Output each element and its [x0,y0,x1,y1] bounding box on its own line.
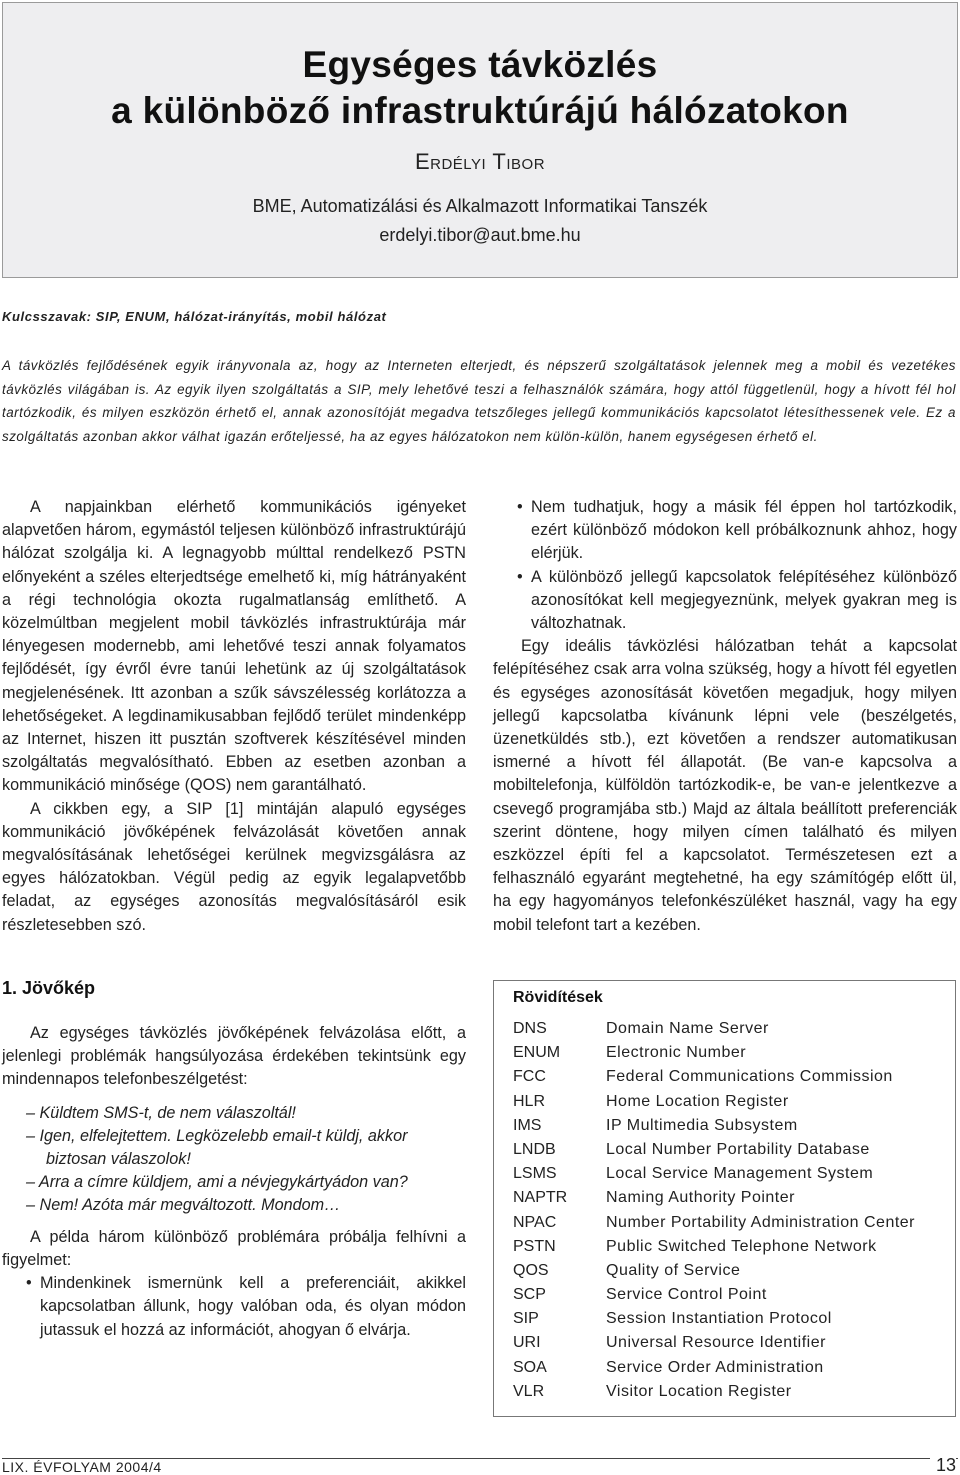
abbreviation-code: SCP [513,1286,546,1304]
section-paragraph-1: Az egységes távközlés jövőképének felvázolása előtt, a jelenlegi problémák hangsúlyozása érdekében tekintsünk egy mindennapos telefonbeszélgetést: [2,1024,466,1089]
dialogue-line: – Küldtem SMS-t, de nem válaszoltál! [26,1103,296,1122]
abbreviation-row [513,1189,953,1213]
abbreviations-box [493,980,956,1417]
abbreviation-definition: Service Order Administration [606,1358,824,1376]
bullet-text: A különböző jellegű kapcsolatok felépítéséhez különböző azonosítókat kell megjegyeznünk, melyek gyakran meg is változhatnak. [531,567,957,633]
abbreviation-code: LNDB [513,1140,556,1158]
abbreviation-definition: Home Location Register [606,1092,789,1110]
abbreviation-row [513,1262,953,1286]
abbreviation-definition: Federal Communications Commission [606,1068,893,1086]
section-paragraph-3: Egy ideális távközlési hálózatban tehát a kapcsolat felépítéséhez csak arra volna szükség, hogy a hívott fél egyetlen és egységes azonosítását követően megadjuk, hogy milyen jellegű kapcsolatba kívánunk lépni vele (beszélgetés, üzenetküldés stb.), ezt követően a rendszer automatikusan ismerné a hívott fél állapotát. (Be van-e kapcsolva a mobiltelefonja, külföldön tartózkodik-e, be van-e jelentkezve a csevegő programjába stb.) Majd az általa beállított preferenciák szerint döntene, hogy milyen címen található és milyen eszközzel építi fel a kapcsolatot. Természetesen ezt a felhasználó egyaránt megtehetné, ha egy számítógép előtt ül, ha egy hagyományos telefonkészüléket használ, vagy ha egy mobil telefont tart a kezében. [493,637,957,934]
abbreviation-definition: Local Service Management System [606,1165,874,1183]
author-affiliation: BME, Automatizálási és Alkalmazott Informatikai Tanszék [252,196,708,216]
abbreviation-row [513,1165,953,1189]
abbreviation-code: PSTN [513,1237,556,1255]
keywords: Kulcsszavak: SIP, ENUM, hálózat-irányítás, mobil hálózat [2,309,387,324]
abbreviation-definition: IP Multimedia Subsystem [606,1116,798,1134]
abbreviation-row [513,1310,953,1334]
abbreviation-definition: Electronic Number [606,1044,747,1062]
abbreviation-definition: Universal Resource Identifier [606,1334,826,1352]
abbreviation-code: NAPTR [513,1189,568,1207]
author-email: erdelyi.tibor@aut.bme.hu [379,225,581,245]
abbreviation-code: VLR [513,1382,545,1400]
abbreviation-code: URI [513,1334,541,1352]
abbreviation-definition: Visitor Location Register [606,1382,792,1400]
journal-issue: LIX. ÉVFOLYAM 2004/4 [2,1459,168,1475]
abbreviation-code: FCC [513,1068,546,1086]
abbreviation-definition: Domain Name Server [606,1020,769,1037]
abbreviation-row [513,1044,953,1068]
bullet-item [493,566,957,636]
article-title-line-2: a különböző infrastruktúrájú hálózatokon [111,90,849,131]
abbreviation-code: DNS [513,1020,547,1037]
abbreviation-row [513,1286,953,1310]
right-column [493,496,957,937]
abbreviation-definition: Quality of Service [606,1261,741,1279]
section-heading: 1. Jövőkép [2,977,96,998]
abbreviation-row [513,1068,953,1092]
abbreviation-code: IMS [513,1116,542,1134]
left-column [2,496,466,1342]
dialogue-example [26,1102,466,1218]
abbreviation-row [513,1117,953,1141]
abbreviation-row [513,1020,953,1044]
abbreviation-definition: Service Control Point [606,1286,767,1304]
abbreviation-code: NPAC [513,1213,557,1231]
abstract: A távközlés fejlődésének egyik irányvonala az, hogy az Interneten elterjedt, és népszerű szolgáltatások jelennek meg a mobil és vezetékes távközlés világában is. Az egyik ilyen szolgáltatás a SIP, mely lehetővé teszi a felhasználók számára, hogy attól függetlenül, hogy a hívott fél hol tartózkodik, és milyen eszközön érhető el, annak azonosítóját megadva tetszőleges jellegű kommunikációs kapcsolatot létesíthessenek vele. Ez a szolgáltatás azonban akkor válhat igazán erőteljessé, ha az egyes hálózatokon nem külön-külön, hanem egységesen érhető el. [2,358,956,444]
abbreviation-code: HLR [513,1092,546,1110]
abbreviation-definition: Number Portability Administration Center [606,1213,916,1231]
abbreviation-code: SOA [513,1358,547,1376]
abbreviation-row [513,1383,953,1407]
dialogue-line: – Nem! Azóta már megváltozott. Mondom… [26,1196,341,1215]
abbreviations-list [513,1020,953,1407]
dialogue-line: – Arra a címre küldjem, ami a névjegykártyádon van? [26,1173,408,1192]
abbreviation-row [513,1141,953,1165]
abbreviation-row [513,1214,953,1238]
intro-paragraph-2: A cikkben egy, a SIP [1] mintáján alapuló egységes kommunikáció jövőképének felvázolását követően annak megvalósításának lehetőségei kerülnek megvizsgálásra az egyes hálózatokban. Végül pedig az egyik legalapvetőbb feladat, az egységes azonosítás megvalósításáról esik részletesebben szó. [2,799,466,934]
author-name: Erdélyi Tibor [414,149,546,174]
abbreviation-row [513,1334,953,1358]
abbreviation-row [513,1093,953,1117]
section-paragraph-2: A példa három különböző problémára próbálja felhívni a figyelmet: [2,1227,466,1269]
page-number: 13 [930,1455,956,1475]
bullet-icon: • [517,498,523,516]
abbreviations-title: Rövidítések [513,989,603,1006]
article-title-line-1: Egységes távközlés [302,44,658,85]
dialogue-line: – Igen, elfelejtettem. Legközelebb email-t küldj, akkor biztosan válaszolok! [26,1126,408,1169]
abbreviation-code: QOS [513,1261,549,1279]
abbreviation-definition: Public Switched Telephone Network [606,1237,877,1255]
bullet-item [2,1272,466,1342]
intro-paragraph-1: A napjainkban elérhető kommunikációs igényeket alapvetően három, egymástól teljesen különböző infrastruktúrájú hálózat szolgálja ki. A legnagyobb múlttal rendelkező PSTN előnyeként a széles elterjedtsége emelhető ki, míg hátrányaként a régi technológia okozta rugalmatlanság említhető. A közelmúltban megjelent mobil távközlés infrastruktúrája már lényegesen modernebb, ami lehetővé teszi annak folyamatos fejlődését, így évről évre tanúi lehetünk az új szolgáltatások megjelenésének. Itt azonban a szűk sávszélesség korlátozza a lehetőségeket. A legdinamikusabban fejlődő terület mindenképp az Internet, hiszen itt pusztán szoftverek készítésével minden szolgáltatás megvalósítható. Ebben az esetben azonban a kommunikáció minősége (QOS) nem garantálható. [2,498,466,795]
abbreviation-definition: Session Instantiation Protocol [606,1310,832,1328]
abbreviation-code: SIP [513,1310,539,1328]
abbreviation-code: ENUM [513,1044,561,1062]
bullet-text: Nem tudhatjuk, hogy a másik fél éppen hol tartózkodik, ezért különböző módokon kell próbálkoznunk ahhoz, hogy elérjük. [531,498,957,563]
bullet-icon: • [26,1274,32,1293]
abbreviation-definition: Local Number Portability Database [606,1140,870,1158]
bullet-item [493,496,957,566]
abbreviation-code: LSMS [513,1165,557,1183]
title-banner [2,2,958,278]
abbreviation-row [513,1238,953,1262]
bullet-text: Mindenkinek ismernünk kell a preferenciáit, akikkel kapcsolatban állunk, hogy valóban oda, és olyan módon jutassuk el hozzá az információt, ahogyan ő elvárja. [40,1274,466,1339]
bullet-icon: • [517,567,523,586]
abbreviation-definition: Naming Authority Pointer [606,1189,795,1207]
abbreviation-row [513,1359,953,1383]
